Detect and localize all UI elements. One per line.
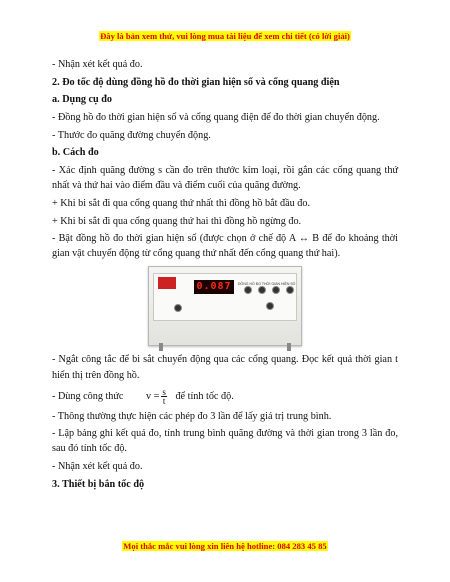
device-knob — [244, 286, 252, 294]
subsection-heading: b. Cách đo — [52, 147, 99, 159]
paragraph: - Nhận xét kết quả đo. — [52, 461, 143, 473]
device-logo — [158, 277, 176, 289]
paragraph: - Nhận xét kết quả đo. — [52, 59, 143, 70]
device-knob — [266, 302, 274, 310]
paragraph: - Bật đồng hồ đo thời gian hiện số (được chọn ở chế độ A ↔ B để đo khoảng thời gian vật chuyển động từ cổng quang thứ nhất đến cổng quang thứ hai). — [52, 233, 398, 260]
timer-device-figure — [52, 266, 398, 346]
preview-banner-text: Đây là bản xem thử, vui lòng mua tài liệu để xem chi tiết (có lời giải) — [100, 31, 350, 41]
formula-fraction — [161, 388, 167, 405]
device-stand — [159, 343, 163, 351]
device-stand — [287, 343, 291, 351]
digital-timer-image — [148, 266, 302, 346]
device-knob — [174, 304, 182, 312]
paragraph: - Lập bảng ghi kết quả đo, tính trung bình quãng đường và thời gian trong 3 lần đo, sau đó tính tốc độ. — [52, 428, 398, 455]
paragraph: - Thông thường thực hiện các phép đo 3 lần để lấy giá trị trung bình. — [52, 410, 332, 422]
device-label: ĐỒNG HỒ ĐO THỜI GIAN HIỆN SỐ — [238, 282, 296, 287]
device-knob — [286, 286, 294, 294]
subsection-heading: a. Dụng cụ đo — [52, 94, 113, 106]
formula-numerator: s — [162, 386, 166, 397]
paragraph: - Ngắt công tắc để bi sắt chuyển động qua các cổng quang. Đọc kết quả thời gian t hiển thị trên đồng hồ. — [52, 354, 398, 381]
speed-formula — [146, 388, 167, 405]
hotline-banner-text: Mọi thắc mắc vui lòng xin liên hệ hotline: 084 283 45 85 — [123, 541, 327, 551]
section-heading: 3. Thiết bị bắn tốc độ — [52, 478, 145, 490]
paragraph: - Xác định quãng đường s cần đo trên thước kim loại, rồi gắn các cổng quang thứ nhất và thứ hai vào điểm đầu và điểm cuối của quãng đường. — [52, 165, 398, 192]
device-panel — [153, 273, 297, 321]
paragraph: + Khi bi sắt đi qua cổng quang thứ nhất thì đồng hồ bắt đầu đo. — [52, 197, 310, 209]
hotline-banner — [0, 536, 450, 554]
paragraph: + Khi bi sắt đi qua cổng quang thứ hai thì đồng hồ ngừng đo. — [52, 215, 302, 227]
formula-outro: để tính tốc độ. — [175, 390, 234, 402]
paragraph-formula — [52, 388, 398, 405]
preview-banner — [0, 26, 450, 44]
formula-denominator: t — [162, 395, 166, 406]
section-heading: 2. Đo tốc độ dùng đồng hồ đo thời gian hiện số và cổng quang điện — [52, 76, 340, 88]
device-knob — [258, 286, 266, 294]
document-body — [52, 57, 398, 495]
paragraph: - Đồng hồ đo thời gian hiện số và cổng quang điện để đo thời gian chuyển động. — [52, 112, 380, 124]
formula-lhs: v = — [146, 390, 160, 402]
paragraph: - Thước đo quãng đường chuyển động. — [52, 129, 211, 141]
device-display: 0.087 — [194, 280, 234, 294]
device-knob — [272, 286, 280, 294]
formula-intro: - Dùng công thức — [52, 390, 124, 402]
